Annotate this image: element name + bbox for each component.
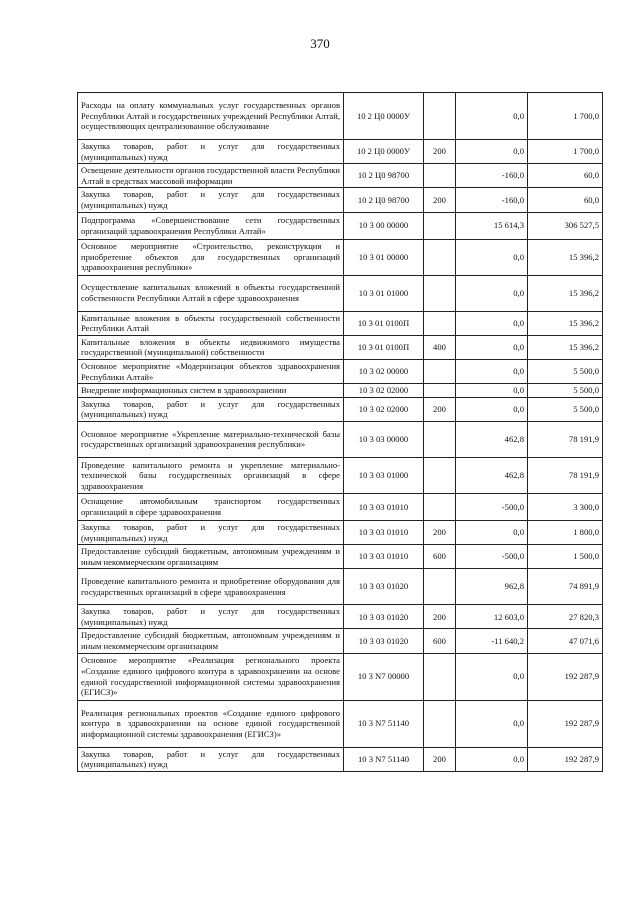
row-code: 10 3 03 01020 — [344, 605, 424, 629]
row-code: 10 2 Ц0 0000У — [344, 93, 424, 140]
row-change-amount: 0,0 — [456, 384, 528, 398]
table-row — [78, 457, 603, 493]
row-change-amount: 0,0 — [456, 239, 528, 275]
row-name: Проведение капитального ремонта и укрепление материально-технической базы государственных организаций в сфере здравоохранения — [78, 457, 344, 493]
row-change-amount: 462,8 — [456, 457, 528, 493]
row-total-amount: 5 500,0 — [528, 397, 603, 421]
row-expense-type — [424, 164, 456, 188]
row-expense-type — [424, 359, 456, 383]
table-row — [78, 188, 603, 212]
row-expense-type — [424, 569, 456, 605]
row-change-amount: 12 603,0 — [456, 605, 528, 629]
row-name: Реализация региональных проектов «Создание единого цифрового контура в здравоохранении на основе единой государственной информационной системы здравоохранения (ЕГИСЗ)» — [78, 700, 344, 747]
table-row — [78, 311, 603, 335]
row-name: Основное мероприятие «Реализация регионального проекта «Создание единого цифрового контура в здравоохранении на основе единой государственной информационной системы здравоохранения (ЕГИСЗ)» — [78, 653, 344, 700]
row-code: 10 3 03 00000 — [344, 421, 424, 457]
row-expense-type — [424, 275, 456, 311]
row-total-amount: 15 396,2 — [528, 275, 603, 311]
table-row — [78, 629, 603, 653]
budget-table — [77, 92, 603, 772]
table-row — [78, 359, 603, 383]
row-name: Внедрение информационных систем в здравоохранении — [78, 384, 344, 398]
row-change-amount: 462,8 — [456, 421, 528, 457]
row-change-amount: -160,0 — [456, 188, 528, 212]
table-row — [78, 335, 603, 359]
row-code: 10 3 03 01020 — [344, 629, 424, 653]
row-expense-type: 200 — [424, 188, 456, 212]
row-total-amount: 1 800,0 — [528, 520, 603, 544]
row-code: 10 3 03 01020 — [344, 569, 424, 605]
table-row — [78, 239, 603, 275]
table-row — [78, 212, 603, 239]
row-name: Закупка товаров, работ и услуг для государственных (муниципальных) нужд — [78, 140, 344, 164]
row-change-amount: -500,0 — [456, 545, 528, 569]
row-name: Подпрограмма «Совершенствование сети государственных организаций здравоохранения Республики Алтай» — [78, 212, 344, 239]
row-expense-type: 600 — [424, 629, 456, 653]
table-row — [78, 569, 603, 605]
table-row — [78, 421, 603, 457]
row-change-amount: 15 614,3 — [456, 212, 528, 239]
row-name: Закупка товаров, работ и услуг для государственных (муниципальных) нужд — [78, 747, 344, 771]
row-total-amount: 47 071,6 — [528, 629, 603, 653]
row-total-amount: 1 700,0 — [528, 93, 603, 140]
row-total-amount: 78 191,9 — [528, 457, 603, 493]
table-row — [78, 605, 603, 629]
row-code: 10 3 02 02000 — [344, 384, 424, 398]
row-expense-type: 200 — [424, 140, 456, 164]
table-row — [78, 747, 603, 771]
row-code: 10 3 03 01000 — [344, 457, 424, 493]
row-code: 10 2 Ц0 98700 — [344, 164, 424, 188]
row-code: 10 3 01 0100П — [344, 335, 424, 359]
row-expense-type: 200 — [424, 605, 456, 629]
row-change-amount: 962,8 — [456, 569, 528, 605]
row-code: 10 3 03 01010 — [344, 493, 424, 520]
row-expense-type — [424, 493, 456, 520]
table-row — [78, 384, 603, 398]
row-total-amount: 27 820,3 — [528, 605, 603, 629]
row-expense-type — [424, 384, 456, 398]
row-expense-type: 400 — [424, 335, 456, 359]
table-row — [78, 493, 603, 520]
row-name: Закупка товаров, работ и услуг для государственных (муниципальных) нужд — [78, 397, 344, 421]
row-total-amount: 192 287,9 — [528, 747, 603, 771]
table-row — [78, 545, 603, 569]
table-row — [78, 93, 603, 140]
row-code: 10 3 01 01000 — [344, 275, 424, 311]
row-change-amount: 0,0 — [456, 311, 528, 335]
row-total-amount: 74 891,9 — [528, 569, 603, 605]
row-expense-type: 200 — [424, 747, 456, 771]
row-expense-type: 200 — [424, 397, 456, 421]
row-name: Основное мероприятие «Укрепление материально-технической базы государственных организаций здравоохранения республики» — [78, 421, 344, 457]
row-total-amount: 5 500,0 — [528, 384, 603, 398]
row-total-amount: 1 500,0 — [528, 545, 603, 569]
row-code: 10 3 01 0100П — [344, 311, 424, 335]
table-row — [78, 520, 603, 544]
row-expense-type — [424, 212, 456, 239]
row-change-amount: -11 640,2 — [456, 629, 528, 653]
row-code: 10 3 N7 51140 — [344, 747, 424, 771]
row-code: 10 3 01 00000 — [344, 239, 424, 275]
row-expense-type: 200 — [424, 520, 456, 544]
row-change-amount: 0,0 — [456, 397, 528, 421]
row-code: 10 3 00 00000 — [344, 212, 424, 239]
row-change-amount: 0,0 — [456, 653, 528, 700]
row-name: Капитальные вложения в объекты государственной собственности Республики Алтай — [78, 311, 344, 335]
row-change-amount: 0,0 — [456, 700, 528, 747]
row-code: 10 3 03 01010 — [344, 520, 424, 544]
row-expense-type — [424, 239, 456, 275]
row-total-amount: 60,0 — [528, 164, 603, 188]
row-total-amount: 3 300,0 — [528, 493, 603, 520]
row-name: Оснащение автомобильным транспортом государственных организаций в сфере здравоохранения — [78, 493, 344, 520]
row-code: 10 2 Ц0 98700 — [344, 188, 424, 212]
row-code: 10 3 N7 51140 — [344, 700, 424, 747]
table-row — [78, 653, 603, 700]
row-code: 10 3 02 02000 — [344, 397, 424, 421]
row-code: 10 3 N7 00000 — [344, 653, 424, 700]
page-number: 370 — [310, 36, 330, 51]
row-change-amount: 0,0 — [456, 140, 528, 164]
row-name: Закупка товаров, работ и услуг для государственных (муниципальных) нужд — [78, 188, 344, 212]
row-total-amount: 15 396,2 — [528, 239, 603, 275]
row-total-amount: 192 287,9 — [528, 653, 603, 700]
row-change-amount: 0,0 — [456, 275, 528, 311]
row-total-amount: 306 527,5 — [528, 212, 603, 239]
row-change-amount: 0,0 — [456, 747, 528, 771]
row-name: Закупка товаров, работ и услуг для государственных (муниципальных) нужд — [78, 520, 344, 544]
row-name: Проведение капитального ремонта и приобретение оборудования для государственных организаций в сфере здравоохранения — [78, 569, 344, 605]
row-name: Освещение деятельности органов государственной власти Республики Алтай в средствах массовой информации — [78, 164, 344, 188]
row-expense-type — [424, 457, 456, 493]
row-change-amount: 0,0 — [456, 93, 528, 140]
row-expense-type — [424, 311, 456, 335]
row-total-amount: 78 191,9 — [528, 421, 603, 457]
row-expense-type — [424, 421, 456, 457]
row-expense-type — [424, 700, 456, 747]
row-total-amount: 1 700,0 — [528, 140, 603, 164]
row-total-amount: 15 396,2 — [528, 335, 603, 359]
row-name: Закупка товаров, работ и услуг для государственных (муниципальных) нужд — [78, 605, 344, 629]
row-expense-type: 600 — [424, 545, 456, 569]
table-row — [78, 140, 603, 164]
row-name: Основное мероприятие «Модернизация объектов здравоохранения Республики Алтай» — [78, 359, 344, 383]
table-row — [78, 700, 603, 747]
row-total-amount: 5 500,0 — [528, 359, 603, 383]
row-total-amount: 15 396,2 — [528, 311, 603, 335]
row-change-amount: 0,0 — [456, 359, 528, 383]
row-change-amount: 0,0 — [456, 520, 528, 544]
row-expense-type — [424, 653, 456, 700]
row-change-amount: -500,0 — [456, 493, 528, 520]
row-total-amount: 60,0 — [528, 188, 603, 212]
row-name: Предоставление субсидий бюджетным, автономным учреждениям и иным некоммерческим организациям — [78, 629, 344, 653]
table-row — [78, 164, 603, 188]
budget-table-body — [78, 93, 603, 772]
row-name: Предоставление субсидий бюджетным, автономным учреждениям и иным некоммерческим организациям — [78, 545, 344, 569]
table-row — [78, 397, 603, 421]
row-name: Расходы на оплату коммунальных услуг государственных органов Республики Алтай и государственных учреждений Республики Алтай, осуществляющих централизованное обслуживание — [78, 93, 344, 140]
row-change-amount: 0,0 — [456, 335, 528, 359]
row-change-amount: -160,0 — [456, 164, 528, 188]
row-code: 10 2 Ц0 0000У — [344, 140, 424, 164]
row-total-amount: 192 287,9 — [528, 700, 603, 747]
table-row — [78, 275, 603, 311]
row-code: 10 3 03 01010 — [344, 545, 424, 569]
row-name: Основное мероприятие «Строительство, реконструкция и приобретение объектов для государственных организаций здравоохранения республики» — [78, 239, 344, 275]
row-name: Осуществление капитальных вложений в объекты государственной собственности Республики Алтай в сфере здравоохранения — [78, 275, 344, 311]
row-expense-type — [424, 93, 456, 140]
row-code: 10 3 02 00000 — [344, 359, 424, 383]
row-name: Капитальные вложения в объекты недвижимого имущества государственной (муниципальной) собственности — [78, 335, 344, 359]
